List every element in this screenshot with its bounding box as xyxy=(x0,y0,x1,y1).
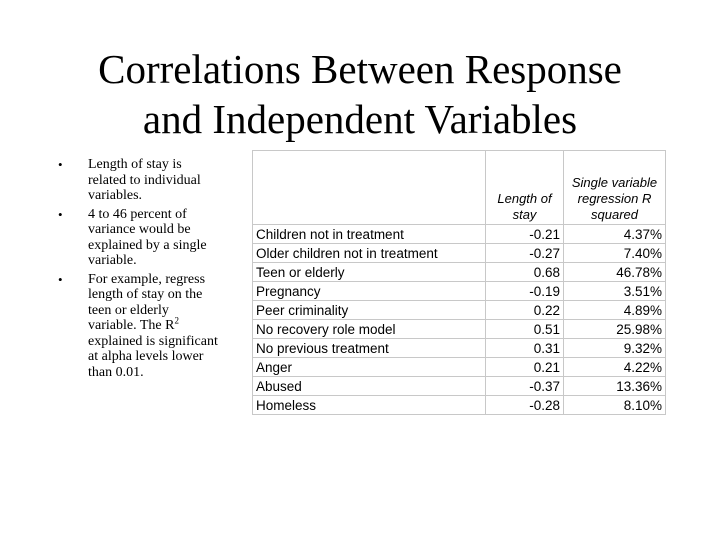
cell-variable: No recovery role model xyxy=(253,320,486,339)
cell-length-of-stay: 0.21 xyxy=(486,358,564,377)
table-row xyxy=(253,320,666,339)
cell-length-of-stay: -0.21 xyxy=(486,225,564,244)
correlation-table-container xyxy=(252,150,665,413)
cell-variable: No previous treatment xyxy=(253,339,486,358)
bullet-text xyxy=(88,272,218,380)
bullet-item xyxy=(58,272,218,381)
table-row xyxy=(253,301,666,320)
bullet-text: Length of stay is related to individual variables. xyxy=(88,157,201,203)
cell-length-of-stay: -0.37 xyxy=(486,377,564,396)
cell-r-squared: 8.10% xyxy=(564,396,666,415)
table-row xyxy=(253,225,666,244)
table-row xyxy=(253,282,666,301)
cell-length-of-stay: -0.19 xyxy=(486,282,564,301)
table-row xyxy=(253,339,666,358)
cell-r-squared: 4.89% xyxy=(564,301,666,320)
cell-variable: Pregnancy xyxy=(253,282,486,301)
table-header-row xyxy=(253,151,666,225)
cell-r-squared: 46.78% xyxy=(564,263,666,282)
cell-length-of-stay: -0.28 xyxy=(486,396,564,415)
cell-length-of-stay: 0.68 xyxy=(486,263,564,282)
cell-variable: Abused xyxy=(253,377,486,396)
slide-title-line-1: Correlations Between Response xyxy=(98,46,622,92)
bullet-icon: • xyxy=(58,157,63,172)
cell-r-squared: 4.37% xyxy=(564,225,666,244)
bullet-item xyxy=(58,207,218,269)
cell-variable: Homeless xyxy=(253,396,486,415)
bullet-item xyxy=(58,157,218,204)
table-row xyxy=(253,358,666,377)
bullet-text-after: explained is significant at alpha levels lower than 0.01. xyxy=(88,333,218,380)
cell-variable: Children not in treatment xyxy=(253,225,486,244)
cell-r-squared: 4.22% xyxy=(564,358,666,377)
table-row xyxy=(253,377,666,396)
cell-variable: Anger xyxy=(253,358,486,377)
cell-length-of-stay: 0.31 xyxy=(486,339,564,358)
cell-length-of-stay: -0.27 xyxy=(486,244,564,263)
header-r-squared: Single variable regression R squared xyxy=(564,151,666,225)
cell-length-of-stay: 0.22 xyxy=(486,301,564,320)
bullet-icon: • xyxy=(58,206,63,222)
cell-r-squared: 9.32% xyxy=(564,339,666,358)
cell-r-squared: 3.51% xyxy=(564,282,666,301)
table-row xyxy=(253,244,666,263)
header-variable xyxy=(253,151,486,225)
cell-r-squared: 7.40% xyxy=(564,244,666,263)
cell-r-squared: 13.36% xyxy=(564,377,666,396)
cell-variable: Peer criminality xyxy=(253,301,486,320)
table-row xyxy=(253,263,666,282)
table-body xyxy=(253,225,666,415)
bullet-list xyxy=(58,157,218,383)
correlation-table xyxy=(252,150,666,415)
superscript: 2 xyxy=(174,315,179,326)
cell-variable: Older children not in treatment xyxy=(253,244,486,263)
bullet-text: 4 to 46 percent of variance would be explained by a single variable. xyxy=(88,206,207,268)
header-length-of-stay: Length of stay xyxy=(486,151,564,225)
cell-variable: Teen or elderly xyxy=(253,263,486,282)
slide-title xyxy=(40,44,680,144)
table-row xyxy=(253,396,666,415)
slide-title-line-2: and Independent Variables xyxy=(142,96,578,142)
cell-length-of-stay: 0.51 xyxy=(486,320,564,339)
cell-r-squared: 25.98% xyxy=(564,320,666,339)
bullet-text-before: For example, regress length of stay on the teen or elderly variable. The R xyxy=(88,271,206,333)
bullet-icon: • xyxy=(58,271,63,287)
